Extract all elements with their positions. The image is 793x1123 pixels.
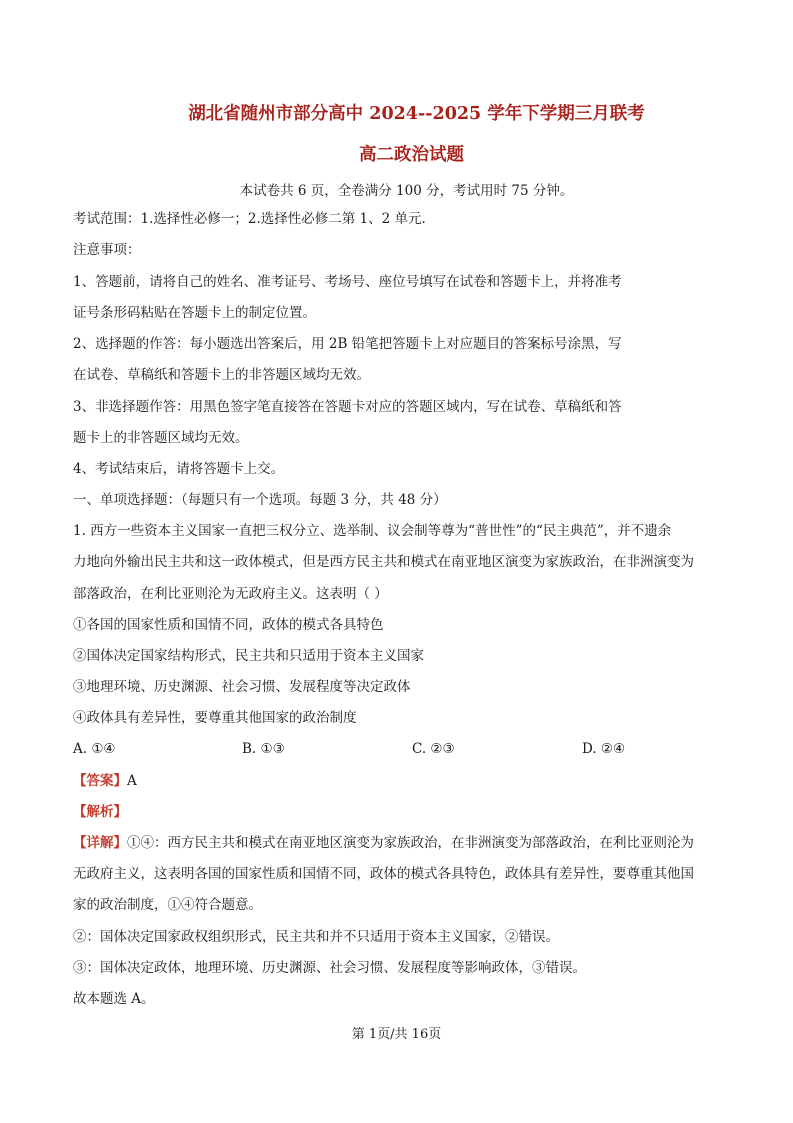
statement-4: ④政体具有差异性，要尊重其他国家的政治制度 xyxy=(73,710,357,726)
detail-tag: 【详解】 xyxy=(73,835,127,851)
section-heading: 一、单项选择题：（每题只有一个选项。每题 3 分，共 48 分） xyxy=(73,492,447,508)
detail-line-2: 无政府主义，这表明各国的国家性质和国情不同，政体的模式各具特色，政体具有差异性，要尊重其他国 xyxy=(73,866,694,882)
exam-scope: 考试范围：1.选择性必修一；2.选择性必修二第 1、2 单元. xyxy=(73,211,426,227)
option-d: D. ②④ xyxy=(582,741,626,757)
statement-3: ③地理环境、历史渊源、社会习惯、发展程度等决定政体 xyxy=(73,679,411,695)
answer-options xyxy=(73,741,723,759)
exam-intro: 本试卷共 6 页，全卷满分 100 分，考试用时 75 分钟。 xyxy=(239,183,574,199)
option-c: C. ②③ xyxy=(412,741,455,757)
question-stem-line-1: 1. 西方一些资本主义国家一直把三权分立、选举制、议会制等尊为“普世性”的“民主典范”，并不遗余 xyxy=(73,523,672,539)
answer-tag: 【答案】 xyxy=(73,773,127,789)
note-2-line-1: 2、选择题的作答：每小题选出答案后，用 2B 铅笔把答题卡上对应题目的答案标号涂黑，写 xyxy=(73,336,622,352)
detail-line-4: ②：国体决定国家政权组织形式，民主共和并不只适用于资本主义国家，②错误。 xyxy=(73,929,559,945)
exam-subtitle: 高二政治试题 xyxy=(359,145,464,165)
detail-line-1 xyxy=(73,834,694,852)
note-3-line-1: 3、非选择题作答：用黑色签字笔直接答在答题卡对应的答题区域内，写在试卷、草稿纸和答 xyxy=(73,399,622,415)
answer-line xyxy=(73,772,137,790)
statement-2: ②国体决定国家结构形式，民主共和只适用于资本主义国家 xyxy=(73,648,424,664)
question-stem-line-2: 力地向外输出民主共和这一政体模式，但是西方民主共和模式在南亚地区演变为家族政治，在非洲演变为 xyxy=(73,554,694,570)
note-3-line-2: 题卡上的非答题区域均无效。 xyxy=(73,430,249,446)
conclusion-line: 故本题选 A。 xyxy=(73,991,155,1007)
note-2-line-2: 在试卷、草稿纸和答题卡上的非答题区域均无效。 xyxy=(73,367,370,383)
detail-line-5: ③：国体决定政体，地理环境、历史渊源、社会习惯、发展程度等影响政体，③错误。 xyxy=(73,960,586,976)
exam-title: 湖北省随州市部分高中 2024--2025 学年下学期三月联考 xyxy=(188,104,645,124)
answer-value: A xyxy=(127,773,137,789)
detail-line-3: 家的政治制度，①④符合题意。 xyxy=(73,897,262,913)
analysis-line xyxy=(73,803,127,821)
option-b: B. ①③ xyxy=(242,741,285,757)
detail-text-1: ①④：西方民主共和模式在南亚地区演变为家族政治，在非洲演变为部落政治，在利比亚则沦为 xyxy=(127,835,694,851)
note-4: 4、考试结束后，请将答题卡上交。 xyxy=(73,461,285,477)
notes-heading: 注意事项： xyxy=(73,242,141,258)
note-1-line-1: 1、答题前，请将自己的姓名、准考证号、考场号、座位号填写在试卷和答题卡上，并将准考 xyxy=(73,274,622,290)
note-1-line-2: 证号条形码粘贴在答题卡上的制定位置。 xyxy=(73,305,316,321)
page-footer: 第 1页/共 16页 xyxy=(351,1027,442,1042)
statement-1: ①各国的国家性质和国情不同，政体的模式各具特色 xyxy=(73,617,384,633)
question-stem-line-3: 部落政治，在利比亚则沦为无政府主义。这表明（ ） xyxy=(73,586,388,602)
option-a: A. ①④ xyxy=(73,741,116,757)
analysis-tag: 【解析】 xyxy=(73,804,127,820)
